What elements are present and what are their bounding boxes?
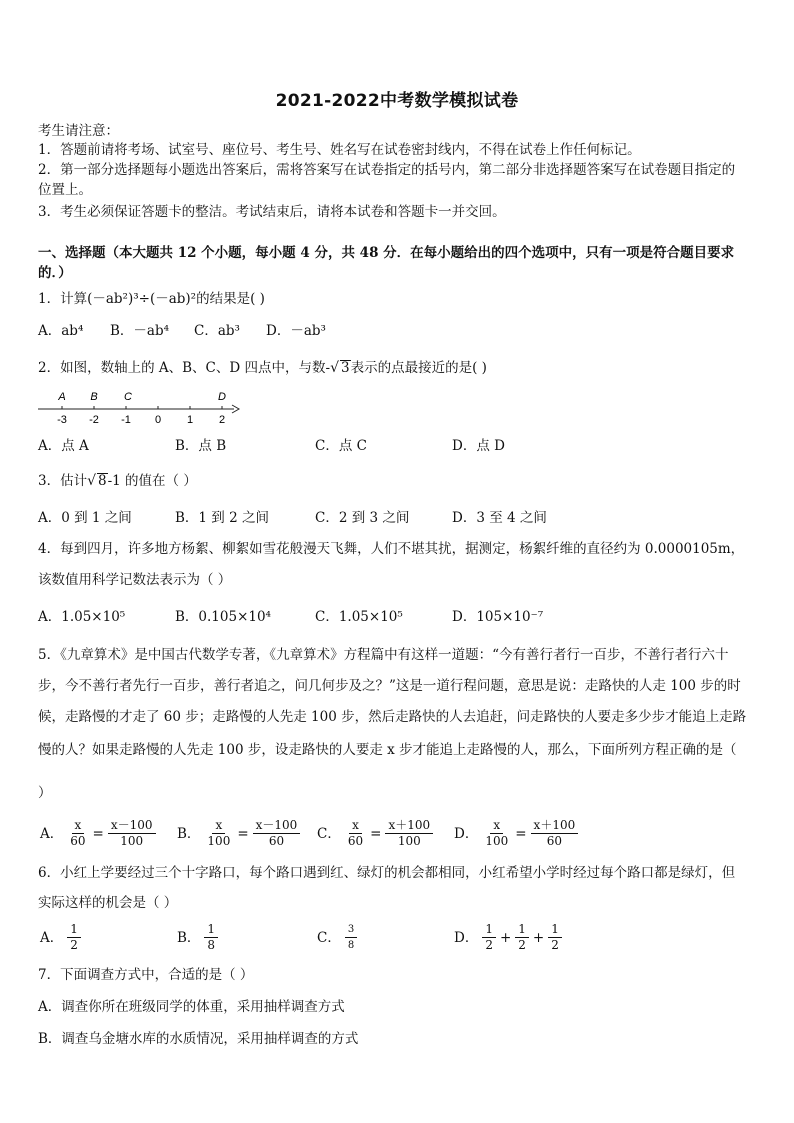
fraction: $\frac{1}{2}$ bbox=[515, 922, 529, 953]
q4-option-c: C．1.05×10⁵ bbox=[315, 609, 403, 625]
q5-option-c: C． $\frac{x}{60}$ = $\frac{x+100}{100}$ bbox=[315, 818, 435, 849]
fraction: $\frac{x}{60}$ bbox=[347, 818, 364, 848]
q1-suffix: 的结果是( ) bbox=[196, 291, 265, 307]
q3-option-a: A．0 到 1 之间 bbox=[38, 510, 132, 526]
q1-option-b: B．－ab⁴ bbox=[110, 323, 170, 339]
fraction: $\frac{x+100}{60}$ bbox=[531, 818, 579, 849]
q2-neg-sign: - bbox=[325, 360, 331, 376]
option-label: B． bbox=[177, 929, 201, 946]
q2-option-b: B．点 B bbox=[175, 438, 227, 454]
notice-item-3: 3．考生必须保证答题卡的整洁。考试结束后，请将本试卷和答题卡一并交回。 bbox=[38, 204, 506, 220]
fraction: $\frac{x}{100}$ bbox=[485, 818, 509, 848]
sqrt-sign: √ bbox=[87, 473, 97, 489]
q1-option-d: D．－ab³ bbox=[266, 323, 326, 339]
point-label-c: C bbox=[124, 391, 132, 403]
fraction: $\frac{3}{8}$ bbox=[345, 922, 357, 953]
q3-radicand: 8 bbox=[98, 473, 107, 489]
fraction: $\frac{x-100}{60}$ bbox=[253, 818, 301, 849]
fraction: $\frac{x}{100}$ bbox=[207, 818, 231, 848]
section-heading-cont: 的．） bbox=[38, 265, 72, 281]
tick-label: -3 bbox=[57, 414, 67, 426]
q7-option-a: A．调查你所在班级同学的体重，采用抽样调查方式 bbox=[38, 999, 345, 1015]
question-6: 6．小红上学要经过三个十字路口，每个路口遇到红、绿灯的机会都相同，小红希望小学时经过每个路口都是绿灯，但 bbox=[38, 865, 736, 881]
tick-label: 1 bbox=[186, 414, 194, 426]
notice-item-1: 1．答题前请将考场、试室号、座位号、考生号、姓名写在试卷密封线内，不得在试卷上作任何标记。 bbox=[38, 142, 641, 158]
notice-heading: 考生请注意： bbox=[38, 123, 119, 139]
fraction: $\frac{1}{8}$ bbox=[204, 922, 218, 953]
question-5-line-1: 5．《九章算术》是中国古代数学专著，《九章算术》方程篇中有这样一道题：“今有善行者行一百步，不善行者行六十 bbox=[38, 647, 729, 663]
number-line bbox=[36, 386, 246, 430]
tick-label: 0 bbox=[154, 414, 162, 426]
point-label-a: A bbox=[58, 391, 66, 403]
question-6-cont: 实际这样的机会是（ ） bbox=[38, 895, 178, 911]
option-label: A． bbox=[40, 929, 64, 946]
point-label-b: B bbox=[90, 391, 98, 403]
option-label: C． bbox=[317, 929, 341, 946]
notice-item-2: 2．第一部分选择题每小题选出答案后，需将答案写在试卷指定的括号内，第二部分非选择题答案写在试卷题目指定的 bbox=[38, 162, 736, 178]
question-7: 7．下面调查方式中，合适的是（ ） bbox=[38, 967, 254, 983]
q1-option-c: C．ab³ bbox=[194, 323, 240, 339]
fraction: $\frac{x-100}{100}$ bbox=[108, 818, 156, 849]
q7-option-b: B．调查乌金塘水库的水质情况，采用抽样调查的方式 bbox=[38, 1031, 359, 1047]
q6-option-a bbox=[38, 922, 83, 953]
q5-option-d: D． $\frac{x}{100}$ = $\frac{x+100}{60}$ bbox=[452, 818, 580, 849]
question-5-line-4: 慢的人？如果走路慢的人先走 100 步，设走路快的人要走 x 步才能追上走路慢的人，那么，下面所列方程正确的是（ bbox=[38, 742, 737, 758]
notice-item-2-cont: 位置上。 bbox=[38, 182, 92, 198]
tick-label: -2 bbox=[89, 414, 99, 426]
tick-label: -1 bbox=[121, 414, 131, 426]
q2-option-c: C．点 C bbox=[315, 438, 367, 454]
q2-prefix: 2．如图，数轴上的 A、B、C、D 四点中，与数 bbox=[38, 360, 326, 376]
point-label-d: D bbox=[218, 391, 226, 403]
question-1 bbox=[38, 290, 265, 308]
section-heading: 一、选择题（本大题共 12 个小题，每小题 4 分，共 48 分．在每小题给出的四个选项中，只有一项是符合题目要求 bbox=[38, 245, 735, 261]
question-4-cont: 该数值用科学记数法表示为（ ） bbox=[38, 572, 232, 588]
fraction: $\frac{x}{60}$ bbox=[70, 818, 86, 848]
q6-option-c bbox=[315, 922, 359, 953]
q4-option-b: B．0.105×10⁴ bbox=[175, 609, 271, 625]
q5-option-a: A． $\frac{x}{60}$ = $\frac{x-100}{100}$ bbox=[38, 818, 158, 849]
question-2 bbox=[38, 359, 487, 377]
option-label: A． bbox=[40, 825, 64, 842]
fraction: $\frac{1}{2}$ bbox=[482, 922, 496, 953]
question-3 bbox=[38, 472, 197, 490]
q3-option-d: D．3 至 4 之间 bbox=[452, 510, 547, 526]
option-label: D． bbox=[454, 825, 479, 842]
option-label: C． bbox=[317, 825, 341, 842]
q4-option-a: A．1.05×10⁵ bbox=[38, 609, 126, 625]
q2-radicand: 3 bbox=[340, 360, 350, 376]
tick-label: 2 bbox=[218, 414, 226, 426]
exam-title: 2021-2022中考数学模拟试卷 bbox=[275, 91, 519, 111]
q1-prefix: 1．计算 bbox=[38, 291, 88, 307]
q2-suffix: 表示的点最接近的是( ) bbox=[350, 360, 487, 376]
q3-suffix: -1 的值在（ ） bbox=[107, 473, 197, 489]
fraction: $\frac{x+100}{100}$ bbox=[385, 818, 433, 849]
question-5-line-3: 候，走路慢的才走了 60 步；走路慢的人先走 100 步，然后走路快的人去追赶，问走路快的人要走多少步才能追上走路 bbox=[38, 709, 747, 725]
q3-option-b: B．1 到 2 之间 bbox=[175, 510, 269, 526]
q1-option-a: A．ab⁴ bbox=[38, 323, 84, 339]
question-4: 4．每到四月，许多地方杨絮、柳絮如雪花般漫天飞舞，人们不堪其扰，据测定，杨絮纤维的直径约为 0.0000105m， bbox=[38, 541, 745, 557]
q6-option-d: D． $\frac{1}{2}$ + $\frac{1}{2}$ + $\frac{1}{2}$ bbox=[452, 922, 564, 953]
q5-option-b: B． $\frac{x}{100}$ = $\frac{x-100}{60}$ bbox=[175, 818, 302, 849]
q2-option-d: D．点 D bbox=[452, 438, 505, 454]
q2-option-a: A．点 A bbox=[38, 438, 89, 454]
fraction: $\frac{1}{2}$ bbox=[548, 922, 562, 953]
option-label: D． bbox=[454, 929, 479, 946]
q4-option-d: D．105×10⁻⁷ bbox=[452, 609, 544, 625]
question-5-line-5: ） bbox=[38, 785, 52, 801]
q6-option-b bbox=[175, 922, 220, 953]
q1-expression: (－ab²)³÷(－ab)² bbox=[87, 291, 197, 307]
fraction: $\frac{1}{2}$ bbox=[67, 922, 81, 953]
q3-option-c: C．2 到 3 之间 bbox=[315, 510, 410, 526]
question-5-line-2: 步，今不善行者先行一百步，善行者追之，问几何步及之？”这是一道行程问题，意思是说：走路快的人走 100 步的时 bbox=[38, 678, 741, 694]
option-label: B． bbox=[177, 825, 201, 842]
q3-prefix: 3．估计 bbox=[38, 473, 88, 489]
sqrt-sign: √ bbox=[330, 360, 339, 376]
